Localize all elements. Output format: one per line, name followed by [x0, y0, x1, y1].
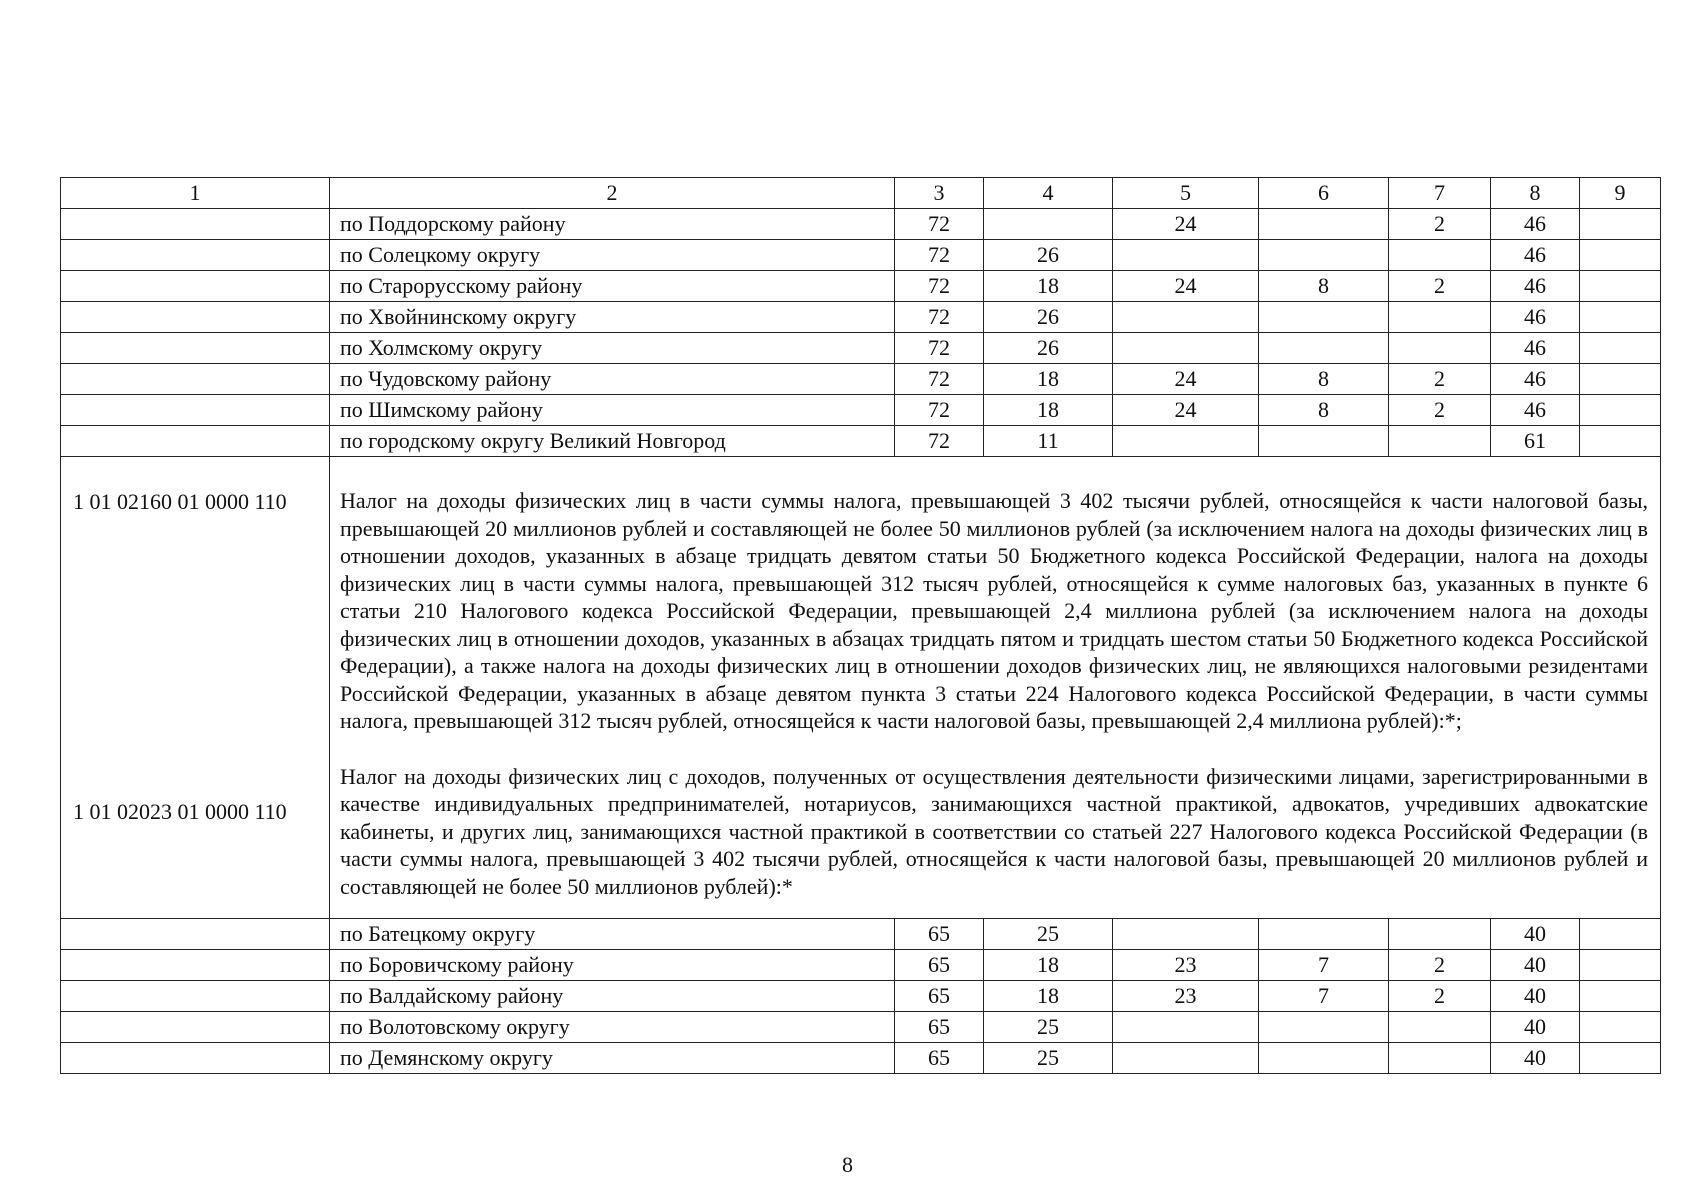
value-cell-c3: 72 [895, 302, 984, 333]
value-cell-c7: 2 [1389, 364, 1491, 395]
table-row [61, 395, 1661, 426]
budget-code-1: 1 01 02160 01 0000 110 [73, 489, 287, 514]
value-cell-c3: 65 [895, 950, 984, 981]
value-cell-c8: 46 [1491, 333, 1580, 364]
tax-description-2: Налог на доходы физических лиц с доходов, полученных от осуществления деятельности физическими лицами, зарегистрированными в качестве индивидуальных предпринимателей, нотариусов, занимающихся частной практикой, адвокатов, учредивших адвокатские кабинеты, и других лиц, занимающихся частной практикой в соответствии со статьей 227 Налогового кодекса Российской Федерации (в части суммы налога, превышающей 3 402 тысячи рублей, относящейся к части налоговой базы, превышающей 20 миллионов рублей и составляющей не более 50 миллионов рублей):* [340, 763, 1648, 899]
value-cell-c9 [1580, 364, 1661, 395]
tax-description-1: Налог на доходы физических лиц в части суммы налога, превышающей 3 402 тысячи рублей, относящейся к части налоговой базы, превышающей 20 миллионов рублей и составляющей не более 50 миллионов рублей (за исключением налога на доходы физических лиц в отношении доходов, указанных в абзаце тридцать девятом статьи 50 Бюджетного кодекса Российской Федерации, налога на доходы физических лиц в части суммы налога, превышающей 312 тысяч рублей, относящейся к сумме налоговых баз, указанных в пункте 6 статьи 210 Налогового кодекса Российской Федерации, превышающей 2,4 миллиона рублей (за исключением налога на доходы физических лиц в отношении доходов, указанных в абзацах тридцать пятом и тридцать шестом статьи 50 Бюджетного кодекса Российской Федерации), а также налога на доходы физических лиц в отношении доходов физических лиц, не являющихся налоговыми резидентами Российской Федерации, указанных в абзаце девятом пункта 3 статьи 224 Налогового кодекса Российской Федерации, в части суммы налога, превышающей 312 тысяч рублей, относящейся к части налоговой базы, превышающей 2,4 миллиона рублей):*; [340, 488, 1648, 733]
page-number: 8 [842, 1152, 853, 1177]
value-cell-c3: 72 [895, 364, 984, 395]
value-cell-c4: 25 [984, 919, 1113, 950]
code-cell [61, 302, 330, 333]
value-cell-c8: 46 [1491, 302, 1580, 333]
table-row [61, 271, 1661, 302]
value-cell-c8: 46 [1491, 240, 1580, 271]
municipality-name: по Батецкому округу [330, 919, 895, 950]
value-cell-c6 [1259, 209, 1389, 240]
value-cell-c4: 26 [984, 240, 1113, 271]
municipality-name: по Валдайскому району [330, 981, 895, 1012]
value-cell-c3: 72 [895, 426, 984, 457]
value-cell-c3: 65 [895, 1043, 984, 1074]
municipality-name: по Солецкому округу [330, 240, 895, 271]
value-cell-c3: 65 [895, 919, 984, 950]
value-cell-c5 [1113, 1012, 1259, 1043]
value-cell-c3: 72 [895, 395, 984, 426]
value-cell-c5 [1113, 919, 1259, 950]
value-cell-c7: 2 [1389, 981, 1491, 1012]
value-cell-c5: 24 [1113, 364, 1259, 395]
value-cell-c9 [1580, 1012, 1661, 1043]
code-cell [61, 364, 330, 395]
value-cell-c6: 7 [1259, 981, 1389, 1012]
code-cell [61, 209, 330, 240]
col-header-9: 9 [1580, 178, 1661, 209]
value-cell-c7: 2 [1389, 395, 1491, 426]
code-cell [61, 981, 330, 1012]
value-cell-c6: 8 [1259, 271, 1389, 302]
value-cell-c5 [1113, 426, 1259, 457]
value-cell-c7 [1389, 240, 1491, 271]
value-cell-c8: 40 [1491, 950, 1580, 981]
value-cell-c9 [1580, 950, 1661, 981]
col-header-7: 7 [1389, 178, 1491, 209]
value-cell-c6: 8 [1259, 395, 1389, 426]
description-cell [330, 457, 1661, 919]
value-cell-c8: 40 [1491, 981, 1580, 1012]
value-cell-c9 [1580, 395, 1661, 426]
value-cell-c5: 23 [1113, 950, 1259, 981]
value-cell-c9 [1580, 240, 1661, 271]
code-cell [61, 395, 330, 426]
col-header-2: 2 [330, 178, 895, 209]
value-cell-c9 [1580, 426, 1661, 457]
value-cell-c7 [1389, 333, 1491, 364]
col-header-5: 5 [1113, 178, 1259, 209]
value-cell-c4: 26 [984, 302, 1113, 333]
table-row [61, 950, 1661, 981]
value-cell-c8: 61 [1491, 426, 1580, 457]
code-cell [61, 426, 330, 457]
description-row [61, 457, 1661, 919]
value-cell-c9 [1580, 271, 1661, 302]
value-cell-c3: 72 [895, 240, 984, 271]
municipality-name: по Волотовскому округу [330, 1012, 895, 1043]
value-cell-c4: 18 [984, 271, 1113, 302]
value-cell-c7: 2 [1389, 209, 1491, 240]
value-cell-c7 [1389, 1043, 1491, 1074]
municipality-name: по Старорусскому району [330, 271, 895, 302]
value-cell-c7: 2 [1389, 271, 1491, 302]
value-cell-c9 [1580, 302, 1661, 333]
value-cell-c8: 46 [1491, 209, 1580, 240]
value-cell-c5: 24 [1113, 271, 1259, 302]
value-cell-c3: 72 [895, 209, 984, 240]
value-cell-c7: 2 [1389, 950, 1491, 981]
header-row [61, 178, 1661, 209]
value-cell-c3: 65 [895, 1012, 984, 1043]
value-cell-c5 [1113, 240, 1259, 271]
col-header-4: 4 [984, 178, 1113, 209]
municipality-name: по Поддорскому району [330, 209, 895, 240]
col-header-3: 3 [895, 178, 984, 209]
table-row [61, 302, 1661, 333]
municipality-name: по Хвойнинскому округу [330, 302, 895, 333]
value-cell-c9 [1580, 333, 1661, 364]
value-cell-c6: 7 [1259, 950, 1389, 981]
value-cell-c5 [1113, 302, 1259, 333]
municipality-name: по Чудовскому району [330, 364, 895, 395]
value-cell-c6 [1259, 919, 1389, 950]
value-cell-c4: 18 [984, 395, 1113, 426]
code-cell [61, 1043, 330, 1074]
value-cell-c4: 25 [984, 1012, 1113, 1043]
table-row [61, 364, 1661, 395]
table-row [61, 240, 1661, 271]
value-cell-c8: 46 [1491, 364, 1580, 395]
col-header-6: 6 [1259, 178, 1389, 209]
value-cell-c6 [1259, 1043, 1389, 1074]
value-cell-c9 [1580, 981, 1661, 1012]
value-cell-c6 [1259, 1012, 1389, 1043]
value-cell-c4: 18 [984, 981, 1113, 1012]
value-cell-c5: 24 [1113, 395, 1259, 426]
value-cell-c9 [1580, 919, 1661, 950]
value-cell-c3: 72 [895, 271, 984, 302]
value-cell-c8: 46 [1491, 271, 1580, 302]
table-row [61, 981, 1661, 1012]
value-cell-c5: 24 [1113, 209, 1259, 240]
value-cell-c6 [1259, 426, 1389, 457]
value-cell-c7 [1389, 302, 1491, 333]
municipality-name: по Шимскому району [330, 395, 895, 426]
value-cell-c3: 65 [895, 981, 984, 1012]
table-row [61, 209, 1661, 240]
col-header-1: 1 [61, 178, 330, 209]
code-cell [61, 240, 330, 271]
value-cell-c7 [1389, 426, 1491, 457]
value-cell-c5: 23 [1113, 981, 1259, 1012]
value-cell-c4: 26 [984, 333, 1113, 364]
value-cell-c3: 72 [895, 333, 984, 364]
value-cell-c8: 40 [1491, 919, 1580, 950]
value-cell-c5 [1113, 333, 1259, 364]
code-cell [61, 919, 330, 950]
value-cell-c5 [1113, 1043, 1259, 1074]
table-row [61, 1043, 1661, 1074]
table-row [61, 333, 1661, 364]
value-cell-c7 [1389, 919, 1491, 950]
table-row [61, 919, 1661, 950]
municipality-name: по Холмскому округу [330, 333, 895, 364]
code-cell [61, 457, 330, 919]
code-cell [61, 333, 330, 364]
col-header-8: 8 [1491, 178, 1580, 209]
table-row [61, 1012, 1661, 1043]
rates-table [60, 177, 1661, 1074]
value-cell-c6 [1259, 240, 1389, 271]
value-cell-c4: 18 [984, 950, 1113, 981]
value-cell-c4: 18 [984, 364, 1113, 395]
value-cell-c8: 40 [1491, 1012, 1580, 1043]
value-cell-c6 [1259, 333, 1389, 364]
code-cell [61, 271, 330, 302]
municipality-name: по Демянскому округу [330, 1043, 895, 1074]
value-cell-c4: 11 [984, 426, 1113, 457]
table-row [61, 426, 1661, 457]
municipality-name: по городскому округу Великий Новгород [330, 426, 895, 457]
municipality-name: по Боровичскому району [330, 950, 895, 981]
value-cell-c8: 40 [1491, 1043, 1580, 1074]
value-cell-c8: 46 [1491, 395, 1580, 426]
value-cell-c4: 25 [984, 1043, 1113, 1074]
value-cell-c9 [1580, 209, 1661, 240]
value-cell-c9 [1580, 1043, 1661, 1074]
code-cell [61, 950, 330, 981]
code-cell [61, 1012, 330, 1043]
budget-code-2: 1 01 02023 01 0000 110 [73, 799, 287, 824]
value-cell-c4 [984, 209, 1113, 240]
value-cell-c7 [1389, 1012, 1491, 1043]
value-cell-c6: 8 [1259, 364, 1389, 395]
value-cell-c6 [1259, 302, 1389, 333]
